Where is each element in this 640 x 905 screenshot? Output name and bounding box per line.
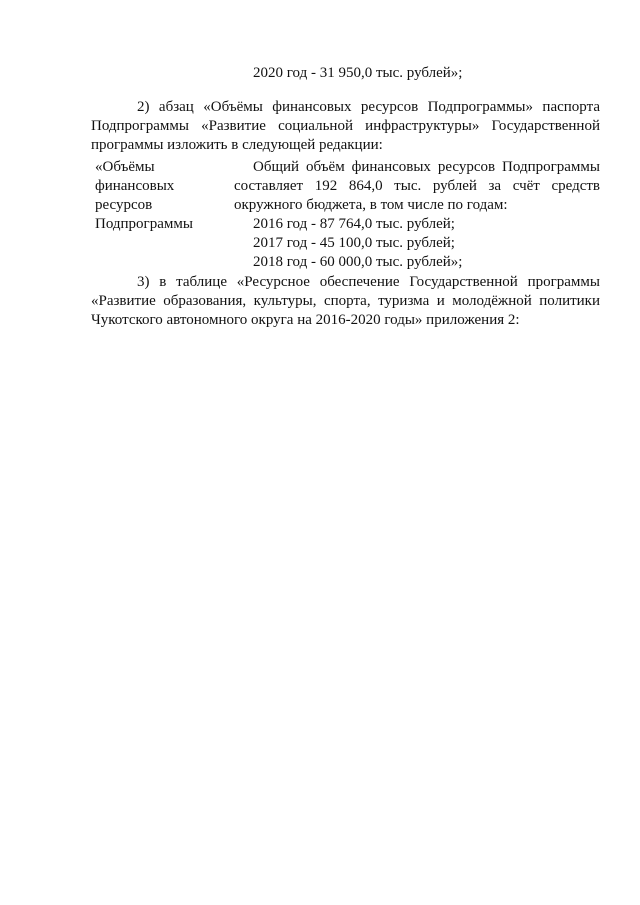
table-left-cell-line-1: «Объёмы bbox=[95, 159, 155, 175]
table-right-cell-line-2: составляет 192 864,0 тыс. рублей за счёт средств bbox=[234, 178, 600, 194]
table-year-2017: 2017 год - 45 100,0 тыс. рублей; bbox=[253, 235, 455, 251]
table-year-2016: 2016 год - 87 764,0 тыс. рублей; bbox=[253, 216, 455, 232]
paragraph-3-line-1: 3) в таблице «Ресурсное обеспечение Государственной программы bbox=[137, 274, 600, 290]
paragraph-2-line-1: 2) абзац «Объёмы финансовых ресурсов Подпрограммы» паспорта bbox=[137, 99, 600, 115]
table-left-cell-line-4: Подпрограммы bbox=[95, 216, 193, 232]
paragraph-2-line-2: Подпрограммы «Развитие социальной инфраструктуры» Государственной bbox=[91, 118, 600, 134]
paragraph-3-line-2: «Развитие образования, культуры, спорта, туризма и молодёжной политики bbox=[91, 293, 600, 309]
table-right-cell-line-3: окружного бюджета, в том числе по годам: bbox=[234, 197, 508, 213]
paragraph-2-line-3: программы изложить в следующей редакции: bbox=[91, 137, 383, 153]
continued-year-line: 2020 год - 31 950,0 тыс. рублей»; bbox=[253, 65, 463, 81]
paragraph-3-line-3: Чукотского автономного округа на 2016-2020 годы» приложения 2: bbox=[91, 312, 520, 328]
table-year-2018: 2018 год - 60 000,0 тыс. рублей»; bbox=[253, 254, 463, 270]
table-left-cell-line-2: финансовых bbox=[95, 178, 175, 194]
table-left-cell-line-3: ресурсов bbox=[95, 197, 153, 213]
table-right-cell-line-1: Общий объём финансовых ресурсов Подпрограммы bbox=[253, 159, 600, 175]
